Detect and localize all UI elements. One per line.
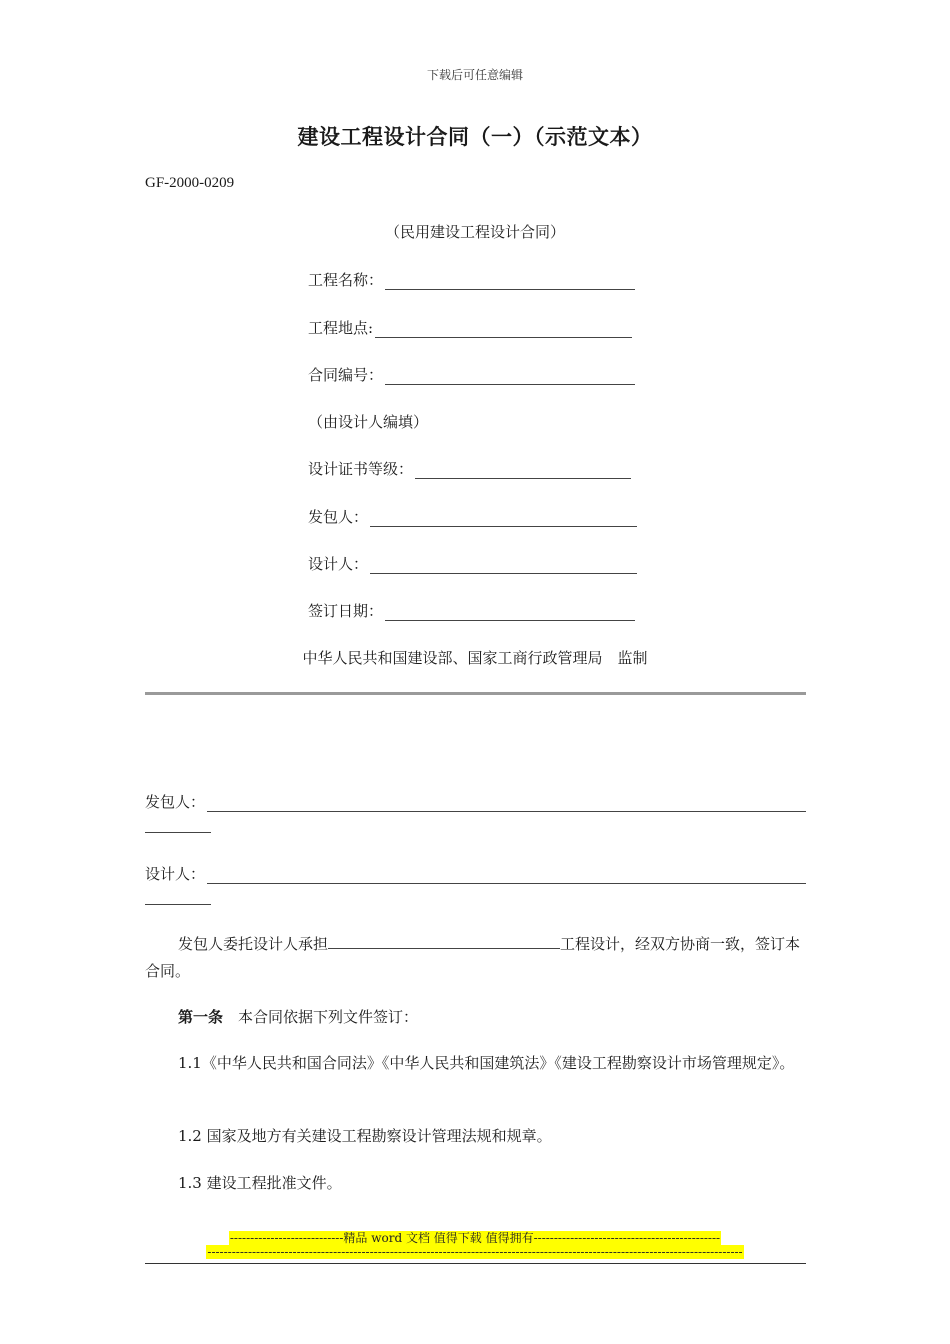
blank-line [385, 602, 635, 621]
party-client-line [145, 791, 806, 812]
banner-text: ----------------------------精品 word 文档 值得下载 值得拥有---------------------------------------------- [229, 1231, 721, 1245]
clause-1-2: 1.2 国家及地方有关建设工程勘察设计管理法规和规章。 [178, 1127, 552, 1145]
field-label: 发包人： [308, 508, 369, 526]
field-contract-number [308, 364, 635, 385]
blank-line [385, 271, 635, 290]
field-designer [308, 553, 637, 574]
field-label: 合同编号： [308, 366, 384, 384]
article-heading: 第一条 [178, 1008, 224, 1026]
blank-line [207, 793, 806, 812]
article-1 [145, 1004, 806, 1031]
blank-line-continuation [145, 831, 211, 833]
blank-line [328, 934, 560, 949]
document-code: GF-2000-0209 [145, 175, 235, 191]
article-text: 本合同依据下列文件签订： [238, 1008, 419, 1026]
footer-banner-line-2 [0, 1245, 950, 1259]
blank-line [375, 319, 632, 338]
field-project-location [308, 317, 632, 338]
field-signing-date [308, 600, 635, 621]
document-title: 建设工程设计合同（一）（示范文本） [297, 125, 653, 149]
intro-text-after: 工程设计，经双方协商一致，签订本合同。 [145, 935, 801, 980]
fill-note: （由设计人编填） [308, 413, 429, 431]
blank-line [370, 555, 637, 574]
party-designer-line [145, 863, 806, 884]
field-project-name [308, 269, 635, 290]
footer-banner-line-1 [0, 1229, 950, 1246]
intro-paragraph [145, 931, 806, 985]
blank-line [207, 865, 806, 884]
blank-line-continuation [145, 903, 211, 905]
field-label: 工程名称： [308, 271, 384, 289]
party-label: 设计人： [145, 865, 206, 883]
field-label: 设计证书等级： [308, 460, 414, 478]
clause-1-1: 1.1《中华人民共和国合同法》《中华人民共和国建筑法》《建设工程勘察设计市场管理规定》。 [178, 1054, 795, 1072]
header-note: 下载后可任意编辑 [426, 68, 523, 82]
blank-line [385, 366, 635, 385]
field-label: 签订日期： [308, 602, 384, 620]
field-label: 设计人： [308, 555, 369, 573]
blank-line [415, 460, 631, 479]
footer-rule [145, 1263, 806, 1264]
banner-text: ------------------------------------------------------------------------------------------------------------------------------------ [207, 1245, 743, 1259]
field-client [308, 506, 637, 527]
intro-text-before: 发包人委托设计人承担 [178, 935, 329, 953]
clause-1-3: 1.3 建设工程批准文件。 [178, 1174, 342, 1192]
field-certificate-grade [308, 458, 631, 479]
document-subtitle: （民用建设工程设计合同） [384, 223, 565, 241]
field-label: 工程地点: [308, 319, 374, 337]
blank-line [370, 508, 637, 527]
section-divider [145, 692, 806, 695]
party-label: 发包人： [145, 793, 206, 811]
issuer-line: 中华人民共和国建设部、国家工商行政管理局 监制 [302, 649, 648, 667]
